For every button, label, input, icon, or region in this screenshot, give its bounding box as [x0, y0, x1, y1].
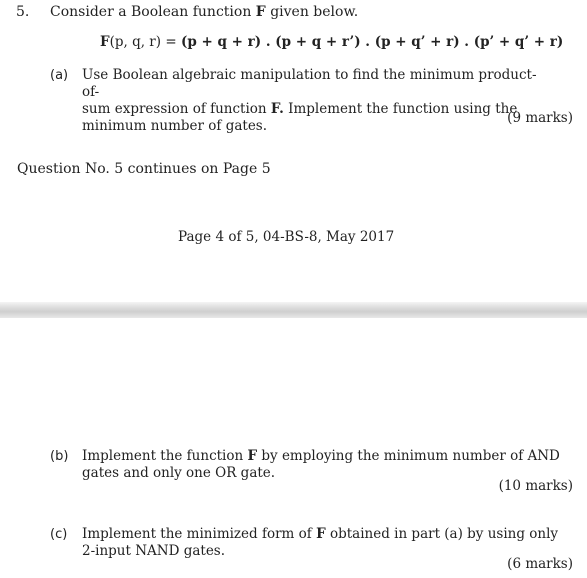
part-a-text [82, 67, 552, 135]
part-b-marks: (10 marks) [498, 478, 573, 494]
part-b-label: (b) [50, 449, 69, 464]
part-c-line: Implement the minimized form of F obtained in part (a) by using only [82, 526, 559, 542]
part-a-line: minimum number of gates. [82, 118, 268, 134]
part-a-marks: (9 marks) [507, 110, 573, 126]
continues-note: Question No. 5 continues on Page 5 [17, 161, 271, 177]
intro-text-end: given below. [265, 4, 359, 20]
part-b-text [82, 448, 562, 482]
part-c-marks: (6 marks) [507, 556, 573, 572]
function-name: F [255, 4, 266, 20]
part-c-line: 2-input NAND gates. [82, 543, 226, 559]
question-number: 5. [16, 4, 30, 20]
part-a-line: sum expression of function F. Implement the function using the [82, 101, 518, 117]
page-divider [0, 302, 587, 318]
formula-lhs-name: F [100, 34, 110, 50]
page-footer: Page 4 of 5, 04-BS-8, May 2017 [178, 229, 395, 245]
question-intro [50, 4, 358, 20]
part-a-label: (a) [50, 68, 69, 83]
formula-rhs: (p + q + r) . (p + q + r’) . (p + q’ + r) . (p’ + q’ + r) [180, 34, 564, 50]
intro-text: Consider a Boolean function [50, 4, 256, 20]
part-c-label: (c) [50, 527, 68, 542]
part-b-line: Implement the function F by employing the minimum number of AND [82, 448, 560, 464]
part-c-text [82, 526, 562, 560]
formula-lhs-args: (p, q, r) = [109, 34, 181, 50]
boolean-formula [100, 34, 563, 50]
part-b-line: gates and only one OR gate. [82, 465, 276, 481]
part-a-line: Use Boolean algebraic manipulation to find the minimum product-of- [82, 67, 537, 100]
